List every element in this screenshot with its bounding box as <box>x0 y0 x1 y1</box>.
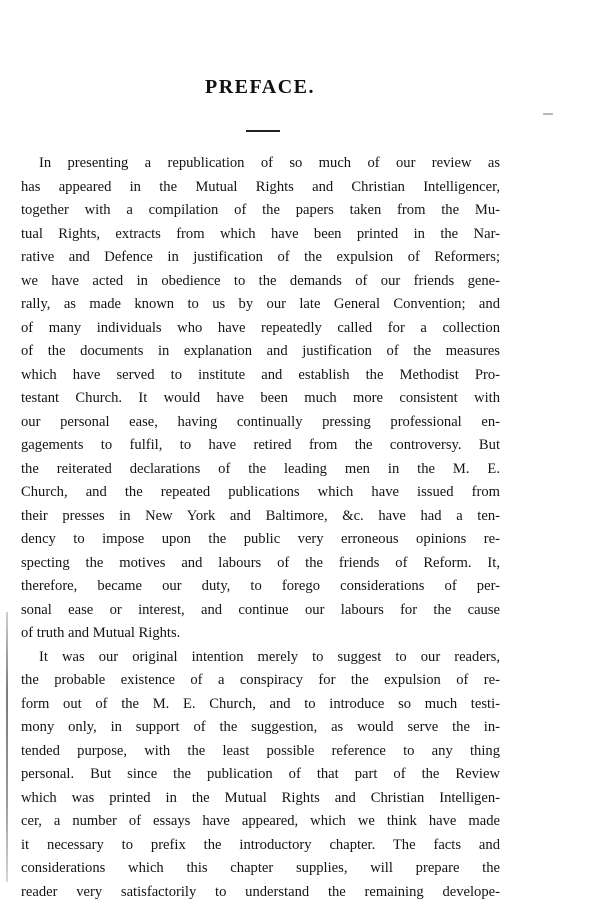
paragraph-1 <box>21 152 500 646</box>
text-line: testant Church. It would have been much more consistent with <box>21 390 500 406</box>
text-line: the reiterated declarations of the leading men in the M. E. <box>21 460 500 477</box>
text-line: considerations which this chapter supplies, will prepare the <box>21 860 500 876</box>
preface-body <box>21 152 500 900</box>
text-line: Church, and the repeated publications which have issued from <box>21 484 500 500</box>
text-line: of many individuals who have repeatedly called for a collection <box>21 319 500 336</box>
text-line: of truth and Mutual Rights. <box>21 625 181 641</box>
text-line: has appeared in the Mutual Rights and Christian Intelligencer, <box>21 178 500 195</box>
text-line: their presses in New York and Baltimore, &c. have had a ten- <box>21 507 500 524</box>
text-line: we have acted in obedience to the demands of our friends gene- <box>21 272 500 289</box>
page-title: PREFACE. <box>205 76 315 98</box>
gutter-mark <box>543 113 553 115</box>
text-line: which was printed in the Mutual Rights and Christian Intelligen- <box>21 789 500 806</box>
text-line: of the documents in explanation and justification of the measures <box>21 343 500 359</box>
text-line: specting the motives and labours of the friends of Reform. It, <box>21 554 500 571</box>
text-line: reader very satisfactorily to understand the remaining develope- <box>21 883 500 900</box>
text-line: it necessary to prefix the introductory chapter. The facts and <box>21 836 500 853</box>
page-edge-shadow <box>6 612 8 882</box>
text-line: the probable existence of a conspiracy for the expulsion of re- <box>21 672 500 688</box>
text-line: rative and Defence in justification of the expulsion of Reformers; <box>21 249 500 265</box>
text-line: gagements to fulfil, to have retired from the controversy. But <box>21 437 500 453</box>
text-line: form out of the M. E. Church, and to introduce so much testi- <box>21 695 500 712</box>
paragraph-2 <box>21 646 500 900</box>
text-line: tended purpose, with the least possible reference to any thing <box>21 742 500 759</box>
text-line: together with a compilation of the papers taken from the Mu- <box>21 202 500 218</box>
text-line: sonal ease or interest, and continue our labours for the cause <box>21 601 500 618</box>
text-line: cer, a number of essays have appeared, which we think have made <box>21 813 500 829</box>
text-line: In presenting a republication of so much of our review as <box>39 155 500 171</box>
text-line: It was our original intention merely to suggest to our readers, <box>39 648 500 665</box>
text-line: dency to impose upon the public very erroneous opinions re- <box>21 531 500 547</box>
title-rule <box>246 130 280 132</box>
text-line: our personal ease, having continually pressing professional en- <box>21 413 500 430</box>
text-line: tual Rights, extracts from which have been printed in the Nar- <box>21 225 500 242</box>
text-line: which have served to institute and establish the Methodist Pro- <box>21 366 500 383</box>
text-line: personal. But since the publication of that part of the Review <box>21 766 500 782</box>
text-line: therefore, became our duty, to forego considerations of per- <box>21 578 500 594</box>
text-line: mony only, in support of the suggestion, as would serve the in- <box>21 719 500 735</box>
text-line: rally, as made known to us by our late General Convention; and <box>21 296 500 312</box>
